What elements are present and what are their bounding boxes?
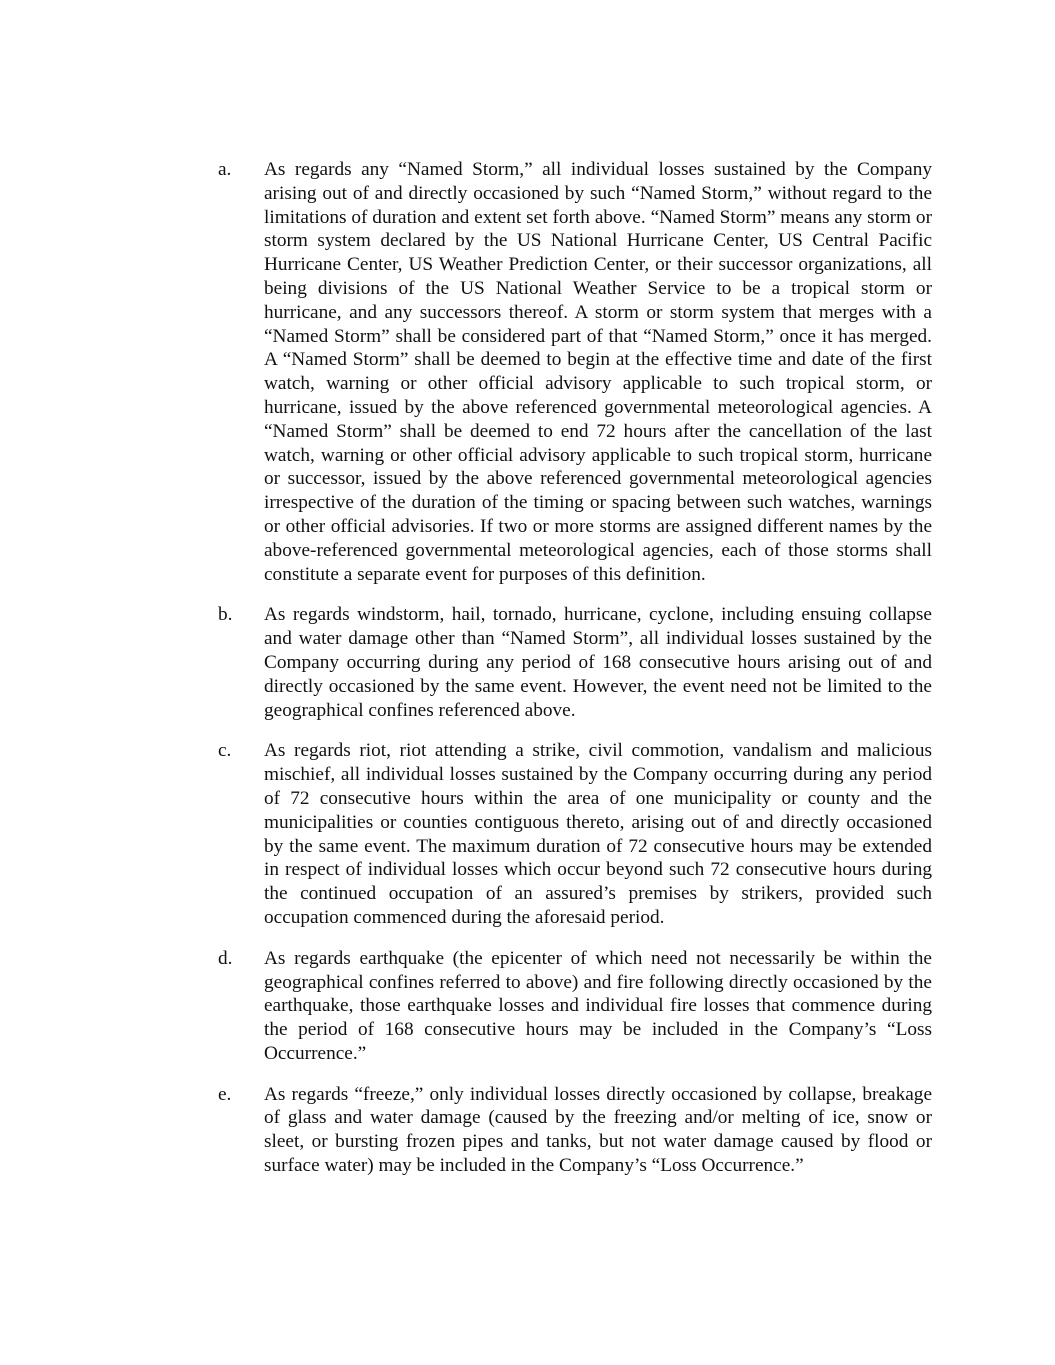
clause-text: As regards windstorm, hail, tornado, hurricane, cyclone, including ensuing collapse and water damage other than “Named Storm”, all individual losses sustained by the Company occurring during any period of 168 consecutive hours arising out of and directly occasioned by the same event. However, the event need not be limited to the geographical confines referenced above. [264,604,932,721]
clause-e [218,1083,932,1178]
clause-text: As regards “freeze,” only individual losses directly occasioned by collapse, breakage of glass and water damage (caused by the freezing and/or melting of ice, snow or sleet, or bursting frozen pipes and tanks, but not water damage caused by flood or surface water) may be included in the Company’s “Loss Occurrence.” [264,1083,932,1177]
clause-marker: e. [218,1083,232,1105]
clause-marker: d. [218,947,233,969]
clause-text: As regards riot, riot attending a strike, civil commotion, vandalism and malicious mischief, all individual losses sustained by the Company occurring during any period of 72 consecutive hours within the area of one municipality or county and the municipalities or counties contiguous thereto, arising out of and directly occasioned by the same event. The maximum duration of 72 consecutive hours may be extended in respect of individual losses which occur beyond such 72 consecutive hours during the continued occupation of an assured’s premises by strikers, provided such occupation commenced during the aforesaid period. [264,740,932,928]
clause-c [218,739,932,929]
clause-marker: b. [218,604,233,626]
clause-d [218,947,932,1066]
clause-a [218,158,932,586]
clause-b [218,603,932,722]
clause-marker: a. [218,159,232,180]
clause-text: As regards any “Named Storm,” all individual losses sustained by the Company arising out of and directly occasioned by such “Named Storm,” without regard to the limitations of duration and extent set forth above. “Named Storm” means any storm or storm system declared by the US National Hurricane Center, US Central Pacific Hurricane Center, US Weather Prediction Center, or their successor organizations, all being divisions of the US National Weather Service to be a tropical storm or hurricane, and any successors thereof. A storm or storm system that merges with a “Named Storm” shall be considered part of that “Named Storm,” once it has merged. A “Named Storm” shall be deemed to begin at the effective time and date of the first watch, warning or other official advisory applicable to such tropical storm, or hurricane, issued by the above referenced governmental meteorological agencies. A “Named Storm” shall be deemed to end 72 hours after the cancellation of the last watch, warning or other official advisory applicable to such tropical storm, hurricane or successor, issued by the above referenced governmental meteorological agencies irrespective of the duration of the timing or spacing between such watches, warnings or other official advisories. If two or more storms are assigned different names by the above-referenced governmental meteorological agencies, each of those storms shall constitute a separate event for purposes of this definition. [264,159,932,585]
clause-list [218,158,932,1195]
clause-marker: c. [218,740,232,762]
clause-text: As regards earthquake (the epicenter of which need not necessarily be within the geographical confines referred to above) and fire following directly occasioned by the earthquake, those earthquake losses and individual fire losses that commence during the period of 168 consecutive hours may be included in the Company’s “Loss Occurrence.” [264,947,932,1064]
